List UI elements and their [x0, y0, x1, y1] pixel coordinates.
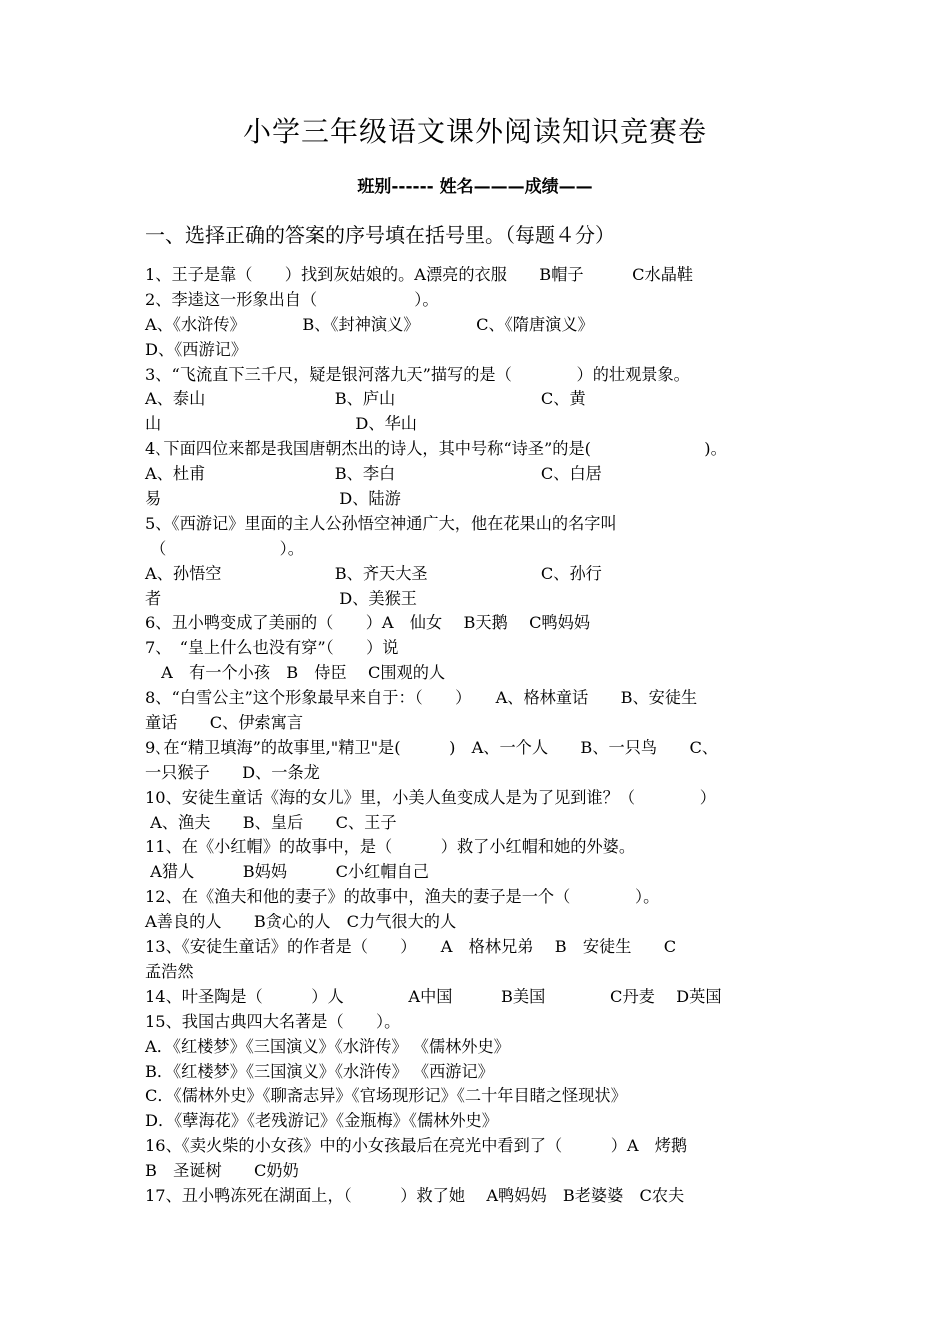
question-line: 童话 C、伊索寓言	[145, 713, 304, 733]
question-line: 7、 “皇上什么也没有穿”（ ）说	[145, 638, 399, 658]
student-info-line: 班别------ 姓名———成绩——	[357, 177, 593, 197]
question-line: 14、叶圣陶是（ ）人 A中国 B美国 C丹麦 D英国	[145, 986, 722, 1006]
question-line: 2、李逵这一形象出自（ ）。	[145, 289, 439, 309]
page-title: 小学三年级语文课外阅读知识竞赛卷	[242, 115, 707, 148]
question-line: 8、“白雪公主”这个形象最早来自于：（ ） A、格林童话 B、安徒生	[145, 688, 698, 708]
question-line: A、渔夫 B、皇后 C、王子	[145, 812, 397, 832]
question-line: A、泰山 B、庐山 C、黄	[145, 389, 586, 409]
question-line: 3、“飞流直下三千尺，疑是银河落九天”描写的是（ ）的壮观景象。	[145, 364, 690, 384]
question-line: 一只猴子 D、一条龙	[145, 762, 320, 782]
question-line: （ ）。	[145, 538, 304, 558]
section-heading: 一、选择正确的答案的序号填在括号里。（每题４分）	[145, 223, 615, 247]
question-line: 5、《西游记》里面的主人公孙悟空神通广大，他在花果山的名字叫	[145, 513, 617, 533]
question-line: 4､下面四位来都是我国唐朝杰出的诗人，其中号称“诗圣”的是( )。	[145, 439, 727, 459]
question-list	[145, 263, 815, 1209]
question-line: A猎人 B妈妈 C小红帽自己	[145, 862, 429, 882]
question-line: A、杜甫 B、李白 C、白居	[145, 464, 602, 484]
question-line: 13、《安徒生童话》的作者是（ ） A 格林兄弟 B 安徒生 C	[145, 937, 677, 957]
question-line: B 圣诞树 C奶奶	[145, 1161, 299, 1181]
question-line: 孟浩然	[145, 961, 194, 981]
question-line: B．《红楼梦》《三国演义》《水浒传》 《西游记》	[145, 1061, 494, 1081]
question-line: 12、在《渔夫和他的妻子》的故事中，渔夫的妻子是一个（ ）。	[145, 887, 660, 907]
question-line: 9､在“精卫填海”的故事里,"精卫"是( ) A、一个人 B、一只鸟 C、	[145, 737, 719, 757]
question-line: A 有一个小孩 B 侍臣 C围观的人	[145, 663, 446, 683]
question-line: A．《红楼梦》《三国演义》《水浒传》 《儒林外史》	[145, 1036, 510, 1056]
question-line: D、《西游记》	[145, 339, 248, 359]
question-line: 15、我国古典四大名著是（ ）。	[145, 1011, 401, 1031]
question-line: D．《孽海花》《老残游记》《金瓶梅》《儒林外史》	[145, 1111, 498, 1131]
question-line: 易 D、陆游	[145, 489, 401, 509]
question-line: 山 D、华山	[145, 414, 417, 434]
question-line: 1、王子是靠（ ）找到灰姑娘的。A漂亮的衣服 B帽子 C水晶鞋	[145, 265, 694, 284]
question-line: A善良的人 B贪心的人 C力气很大的人	[145, 912, 457, 932]
question-line: C．《儒林外史》《聊斋志异》《官场现形记》《二十年目睹之怪现状》	[145, 1086, 627, 1106]
question-line: 16、《卖火柴的小女孩》中的小女孩最后在亮光中看到了（ ）A 烤鹅	[145, 1136, 688, 1156]
question-line: 10、安徒生童话《海的女儿》里，小美人鱼变成人是为了见到谁？（ ）	[145, 787, 716, 807]
question-line: 者 D、美猴王	[145, 588, 417, 608]
question-line: 6、丑小鸭变成了美丽的（ ）A 仙女 B天鹅 C鸭妈妈	[145, 613, 591, 633]
question-line: A、《水浒传》 B、《封神演义》 C、《隋唐演义》	[145, 314, 594, 334]
question-line: 11、在《小红帽》的故事中，是（ ）救了小红帽和她的外婆。	[145, 837, 636, 857]
question-line: 17、丑小鸭冻死在湖面上，（ ）救了她 A鸭妈妈 B老婆婆 C农夫	[145, 1185, 685, 1205]
question-line: A、孙悟空 B、齐天大圣 C、孙行	[145, 563, 602, 583]
